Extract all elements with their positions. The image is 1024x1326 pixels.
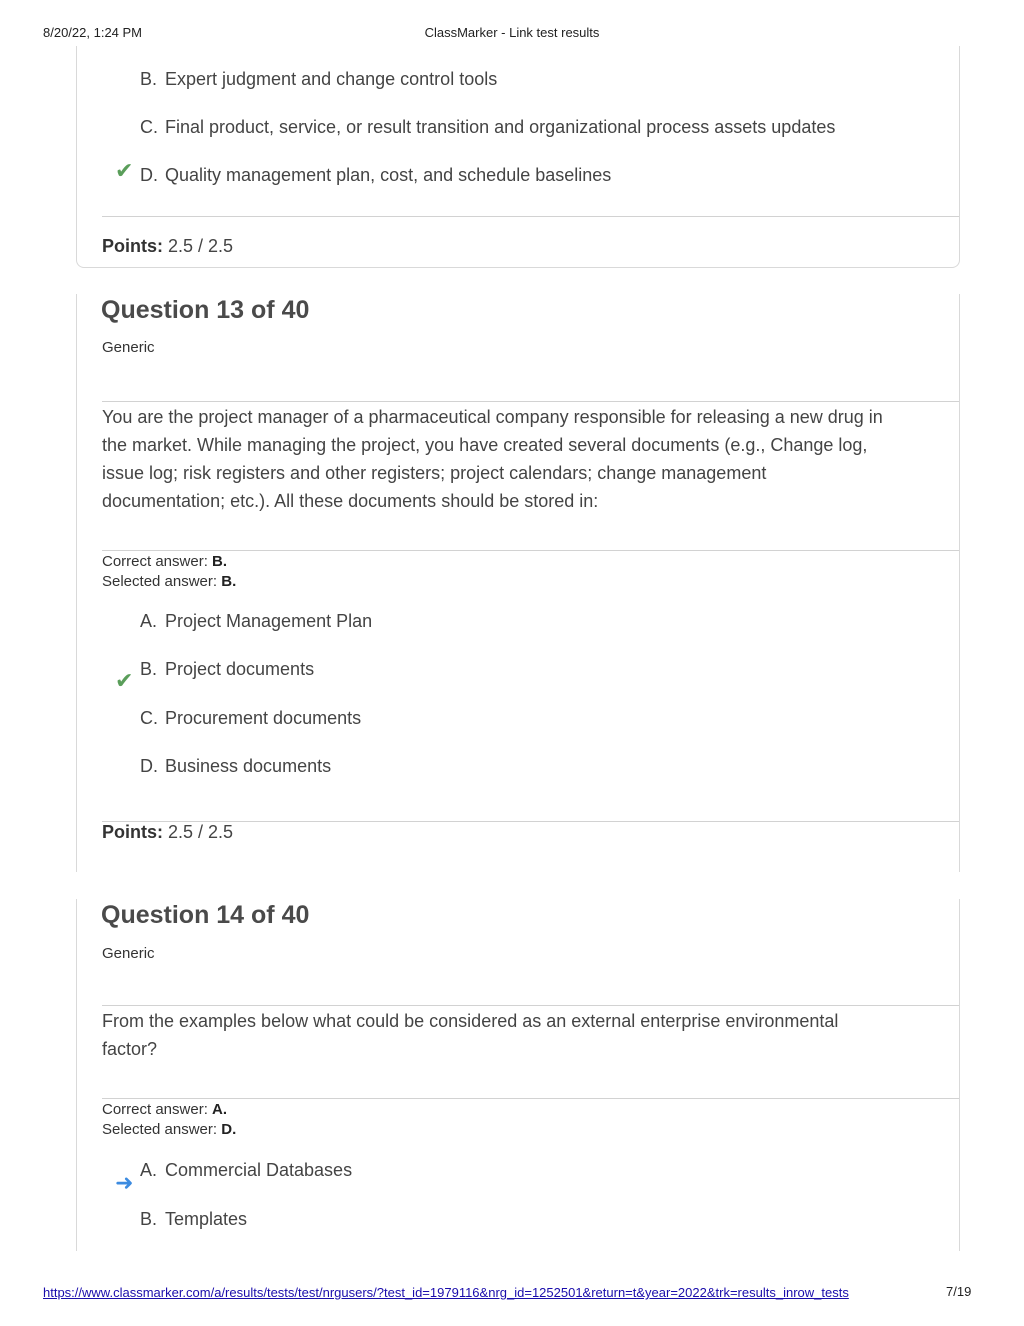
option-b: B. Expert judgment and change control tools xyxy=(140,69,498,89)
question-text: You are the project manager of a pharmaceutical company responsible for releasing a new drug in the market. While managing the project, you have created several documents (e.g., Change log, issue log; risk registers and other registers; project calendars; change management documentation; etc.). All these documents should be stored in: xyxy=(102,407,883,511)
footer-url-link[interactable]: https://www.classmarker.com/a/results/tests/test/nrgusers/?test_id=1979116&nrg_id=1252501&return=t&year=2022&trk=results_inrow_tests xyxy=(43,1285,849,1300)
print-datetime: 8/20/22, 1:24 PM xyxy=(43,25,143,40)
divider xyxy=(102,550,959,551)
option-b: B. Project documents xyxy=(140,659,315,679)
option-a: A. Commercial Databases xyxy=(140,1160,353,1180)
question-text: From the examples below what could be considered as an external enterprise environmental factor? xyxy=(102,1011,839,1059)
divider xyxy=(102,1098,959,1099)
selected-answer: Selected answer: D. xyxy=(102,1121,237,1138)
print-page-title: ClassMarker - Link test results xyxy=(424,25,600,40)
option-d: D. Business documents xyxy=(140,756,332,776)
question-category: Generic xyxy=(102,339,155,356)
option-c: C. Procurement documents xyxy=(140,708,362,728)
option-b: B. Templates xyxy=(140,1209,248,1229)
checkmark-icon: ✔ xyxy=(115,668,134,693)
question-title: Question 14 of 40 xyxy=(101,901,310,929)
option-d: D. Quality management plan, cost, and schedule baselines xyxy=(140,165,612,185)
page-number: 7/19 xyxy=(946,1284,972,1299)
option-a: A. Project Management Plan xyxy=(140,611,373,631)
selected-answer: Selected answer: B. xyxy=(102,573,237,590)
question-card-14 xyxy=(76,899,960,1251)
points: Points: 2.5 / 2.5 xyxy=(102,822,234,842)
answer-summary xyxy=(102,1100,236,1140)
question-card-13 xyxy=(76,294,960,872)
points: Points: 2.5 / 2.5 xyxy=(102,236,234,256)
correct-answer: Correct answer: A. xyxy=(102,1101,228,1118)
option-c: C. Final product, service, or result transition and organizational process assets updates xyxy=(140,117,836,137)
question-card-12 xyxy=(76,46,960,268)
divider xyxy=(102,401,959,402)
arrow-right-icon: ➜ xyxy=(115,1170,134,1195)
correct-answer: Correct answer: B. xyxy=(102,553,228,570)
checkmark-icon: ✔ xyxy=(115,158,134,183)
divider xyxy=(102,216,959,217)
question-title: Question 13 of 40 xyxy=(101,296,310,324)
divider xyxy=(102,1005,959,1006)
answer-summary xyxy=(102,552,236,592)
question-category: Generic xyxy=(102,945,155,962)
